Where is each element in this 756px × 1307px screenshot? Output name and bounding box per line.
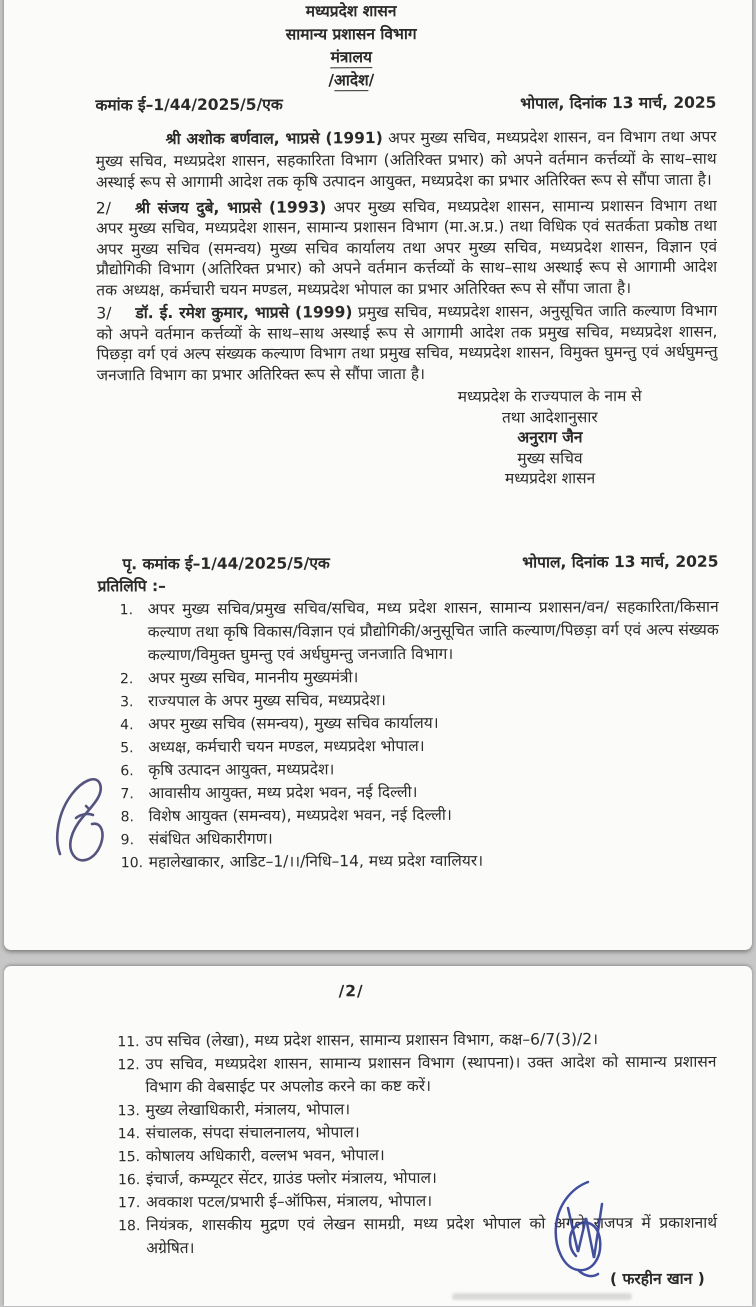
- copy-item-9: [121, 826, 720, 852]
- copy-item-9-number: 9.: [120, 832, 135, 849]
- copy-item-5: [120, 734, 719, 760]
- copy-item-8: [121, 803, 720, 829]
- officer-name-2: श्री संजय दुबे, भाप्रसे (1993): [134, 197, 327, 217]
- endorsement-number: पृ. कमांक ई–1/44/2025/5/एक: [122, 554, 330, 574]
- copy-item-14-text: संचालक, संपदा संचालनालय, भोपाल।: [145, 1123, 360, 1143]
- chief-secretary-title: मुख्य सचिव: [517, 448, 583, 468]
- office-name: [95, 45, 607, 70]
- paragraph-2-number: 2/: [95, 198, 112, 217]
- copy-item-3-number: 3.: [120, 694, 134, 711]
- copy-item-18-text: नियंत्रक, शासकीय मुद्रण एवं लेखन सामग्री, मध्य प्रदेश भोपाल को अगले राजपत्र में प्रकाशनार्थ अग्रेषित।: [146, 1213, 718, 1258]
- copy-item-9-text: संबंधित अधिकारीगण।: [148, 829, 273, 849]
- copy-item-3: [120, 688, 719, 714]
- copy-item-18-number: 18.: [118, 1218, 141, 1235]
- place-date: भोपाल, दिनांक 13 मार्च, 2025: [520, 93, 717, 113]
- copy-list-2: [117, 1028, 717, 1261]
- copy-item-17-number: 17.: [117, 1195, 141, 1212]
- copy-item-15: [118, 1143, 717, 1169]
- copy-item-13: [118, 1097, 717, 1123]
- copy-item-10: [121, 849, 720, 875]
- copy-item-14-number: 14.: [117, 1126, 141, 1143]
- letterhead: [95, 0, 607, 93]
- endorsement-line: [97, 552, 718, 576]
- slash: /: [368, 71, 375, 90]
- copy-item-2: [120, 665, 719, 691]
- government-name: मध्यप्रदेश शासन: [305, 2, 397, 21]
- officer-name-1: श्री अशोक बर्णवाल, भाप्रसे (1991): [165, 129, 383, 149]
- copy-item-4-text: अपर मुख्य सचिव (समन्वय), मुख्य सचिव कार्यालय।: [148, 713, 439, 734]
- officer-name-3: डॉ. ई. रमेश कुमार, भाप्रसे (1999): [135, 303, 353, 323]
- copy-item-4: [120, 711, 719, 737]
- copy-item-8-text: विशेष आयुक्त (समन्वय), मध्यप्रदेश भवन, नई दिल्ली।: [148, 805, 452, 826]
- order-word: आदेश: [333, 71, 369, 90]
- office-name-text: मंत्रालय: [330, 48, 372, 67]
- copy-item-5-number: 5.: [120, 740, 134, 757]
- paragraph-3-text: प्रमुख सचिव, मध्यप्रदेश शासन, अनुसूचित जाति कल्याण विभाग को अपने वर्तमान कर्त्तव्यों के साथ–साथ अस्थाई रूप से आगामी आदेश तक प्रमुख सचिव, मध्यप्रदेश शासन, पिछड़ा वर्ग एवं अल्प संख्यक कल्याण विभाग तथा प्रमुख सचिव, मध्यप्रदेश शासन, विमुक्त घुमन्तु एवं अर्धघुमन्तु जनजाति विभाग का प्रभार अतिरिक्त रूप से सौंपा जाता है।: [96, 301, 718, 384]
- copy-item-2-text: अपर मुख्य सचिव, माननीय मुख्यमंत्री।: [147, 668, 359, 688]
- copy-to-label: प्रतिलिपि :–: [97, 577, 166, 596]
- signatory-name: ( फरहीन खान ): [609, 1269, 705, 1289]
- copy-item-11-number: 11.: [117, 1034, 140, 1051]
- copy-item-15-text: कोषालय अधिकारी, वल्लभ भवन, भोपाल।: [145, 1146, 385, 1166]
- copy-item-12-text: उप सचिव, मध्यप्रदेश शासन, सामान्य प्रशासन विभाग (स्थापना)। उक्त आदेश को सामान्य प्रशासन विभाग की वेबसाईट पर अपलोड करने का कष्ट करें।: [145, 1052, 717, 1097]
- copy-item-13-text: मुख्य लेखाधिकारी, मंत्रालय, भोपाल।: [145, 1100, 351, 1120]
- order-paragraph-3: [96, 301, 717, 386]
- document-type: [95, 68, 607, 93]
- copy-item-7-number: 7.: [120, 786, 134, 803]
- copy-item-6: [120, 757, 719, 783]
- copy-item-17: [118, 1189, 717, 1215]
- copy-item-11-text: उप सचिव (लेखा), मध्य प्रदेश शासन, सामान्य प्रशासन विभाग, कक्ष–6/7(3)/2।: [145, 1030, 599, 1051]
- scanned-page-2: [4, 966, 752, 1306]
- paragraph-2-text: अपर मुख्य सचिव, मध्यप्रदेश शासन, सामान्य प्रशासन विभाग तथा अपर मुख्य सचिव, मध्यप्रदेश शासन, सामान्य प्रशासन विभाग (मा.अ.प्र.) तथा विधिक एवं सतर्कता प्रकोष्ठ तथा अपर मुख्य सचिव (समन्वय) मुख्य सचिव कार्यालय तथा अपर मुख्य सचिव, मध्यप्रदेश शासन, विज्ञान एवं प्रौद्योगिकी विभाग (अतिरिक्त प्रभार) को अपने वर्तमान कर्त्तव्यों के साथ–साथ अस्थाई रूप से आगामी आदेश तक अध्यक्ष, कर्मचारी चयन मण्डल, मध्यप्रदेश भोपाल का प्रभार अतिरिक्त रूप से सौंपा जाता है।: [95, 196, 718, 299]
- by-order-line-1: मध्यप्रदेश के राज्यपाल के नाम से: [457, 386, 642, 406]
- reference-line: [95, 93, 716, 117]
- slash: /: [328, 71, 335, 90]
- copy-item-7-text: आवासीय आयुक्त, मध्य प्रदेश भवन, नई दिल्ली।: [148, 782, 418, 803]
- copy-item-17-text: अवकाश पटल/प्रभारी ई–ऑफिस, मंत्रालय, भोपाल।: [145, 1191, 433, 1212]
- copy-item-18: [118, 1212, 717, 1261]
- copy-item-14: [118, 1120, 717, 1146]
- copy-item-15-number: 15.: [117, 1149, 141, 1166]
- copy-item-1-text: अपर मुख्य सचिव/प्रमुख सचिव/सचिव, मध्य प्रदेश शासन, सामान्य प्रशासन/वन/ सहकारिता/किसान कल्याण तथा कृषि विकास/विज्ञान एवं प्रौद्योगिकी/अनुसूचित जाति कल्याण/पिछड़ा वर्ग एवं अल्प संख्यक कल्याण/विमुक्त घुमन्तु एवं अर्धघुमन्तु जनजाति विभाग।: [147, 597, 719, 665]
- copy-item-2-number: 2.: [119, 671, 134, 688]
- page1-content: [95, 0, 720, 951]
- copy-item-10-text: महालेखाकार, आडिट–1/।।/निधि–14, मध्य प्रदेश ग्वालियर।: [148, 851, 484, 872]
- scanned-page-1: [4, 0, 752, 950]
- order-number: कमांक ई–1/44/2025/5/एक: [95, 95, 283, 115]
- copy-item-13-number: 13.: [117, 1103, 140, 1120]
- copy-item-16-number: 16.: [117, 1172, 141, 1189]
- copy-item-3-text: राज्यपाल के अपर मुख्य सचिव, मध्यप्रदेश।: [148, 691, 386, 711]
- copy-item-7: [120, 780, 719, 806]
- copy-item-8-number: 8.: [120, 809, 134, 826]
- chief-secretary-org: मध्यप्रदेश शासन: [504, 469, 596, 488]
- copy-item-4-number: 4.: [120, 717, 134, 734]
- copy-list-1: [120, 596, 720, 875]
- copy-item-1: [120, 596, 719, 668]
- copy-item-16: [118, 1166, 717, 1192]
- copy-item-6-text: कृषि उत्पादन आयुक्त, मध्यप्रदेश।: [148, 760, 335, 780]
- copy-item-6-number: 6.: [120, 763, 134, 780]
- copy-item-1-number: 1.: [119, 602, 134, 619]
- order-body: [96, 114, 719, 551]
- order-paragraph-2: [96, 195, 717, 300]
- paragraph-3-number: 3/: [96, 304, 112, 323]
- chief-secretary-name: अनुराग जैन: [517, 428, 583, 447]
- signature-block: [419, 386, 681, 490]
- copy-item-12: [117, 1051, 716, 1100]
- copy-item-10-number: 10.: [120, 855, 144, 872]
- department-name: सामान्य प्रशासन विभाग: [285, 24, 417, 44]
- copy-item-11: [117, 1028, 716, 1054]
- by-order-line-2: तथा आदेशानुसार: [501, 407, 598, 427]
- order-paragraph-1: [96, 127, 717, 194]
- copy-item-16-text: इंचार्ज, कम्प्यूटर सेंटर, ग्राउंड फ्लोर मंत्रालय, भोपाल।: [145, 1168, 437, 1189]
- page-number: /2/: [338, 982, 364, 1001]
- paragraph-1-text: अपर मुख्य सचिव, मध्यप्रदेश शासन, वन विभाग तथा अपर मुख्य सचिव, मध्यप्रदेश शासन, सहकारिता विभाग (अतिरिक्त प्रभार) को अपने वर्तमान कर्त्तव्यों के साथ–साथ अस्थाई रूप से आगामी आदेश तक कृषि उत्पादन आयुक्त, मध्यप्रदेश का प्रभार अतिरिक्त रूप से सौंपा जाता है।: [95, 127, 717, 192]
- copy-item-12-number: 12.: [117, 1057, 140, 1074]
- endorsement-place-date: भोपाल, दिनांक 13 मार्च, 2025: [522, 552, 719, 572]
- faded-cutoff-text: [452, 1293, 632, 1300]
- page2-content: [95, 965, 717, 1307]
- copy-item-5-text: अध्यक्ष, कर्मचारी चयन मण्डल, मध्यप्रदेश भोपाल।: [148, 736, 425, 757]
